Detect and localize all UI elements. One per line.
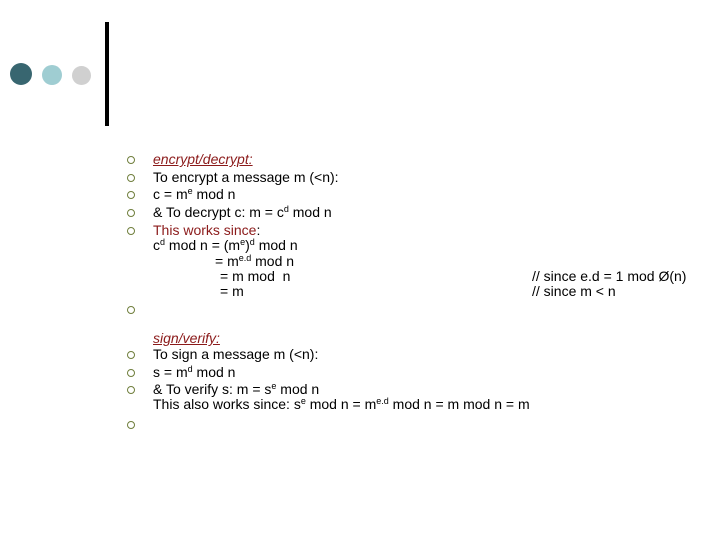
decor-dot-light bbox=[72, 66, 91, 85]
proof-step-3: = m mod n // since e.d = 1 mod Ø(n) bbox=[220, 268, 687, 284]
encrypt-heading: encrypt/decrypt: bbox=[153, 151, 253, 167]
decor-dot-dark bbox=[10, 63, 32, 85]
bullet-icon bbox=[127, 306, 135, 314]
bullet-icon bbox=[127, 209, 135, 217]
bullet-icon bbox=[127, 227, 135, 235]
encrypt-line: To encrypt a message m (<n): bbox=[153, 169, 339, 185]
bullet-icon bbox=[127, 156, 135, 164]
sign-proof: This also works since: $s^e$ mod $n = m^{e.d}$ mod n = m mod n = m bbox=[153, 396, 530, 412]
proof-step-2: = $m^{e.d}$ mod n bbox=[215, 253, 295, 269]
bullet-icon bbox=[127, 369, 135, 377]
proof-step-4: = m // since m < n bbox=[220, 283, 616, 299]
verify-formula: & To verify s: $m = s^e$ mod n bbox=[153, 381, 320, 397]
bullet-icon bbox=[127, 421, 135, 429]
bullet-icon bbox=[127, 191, 135, 199]
proof-intro: This works since: bbox=[153, 222, 261, 238]
proof-step-1: $c^d$ mod $n = (m^e)^d$ mod n bbox=[153, 237, 298, 253]
bullet-icon bbox=[127, 351, 135, 359]
decor-dot-mid bbox=[42, 65, 62, 85]
title-divider bbox=[105, 22, 109, 126]
bullet-icon bbox=[127, 386, 135, 394]
sign-formula: $s = m^d$ mod n bbox=[153, 364, 236, 380]
encrypt-formula: $c = m^e$ mod n bbox=[153, 186, 236, 202]
decrypt-formula: & To decrypt c: $m = c^d$ mod n bbox=[153, 204, 332, 220]
sign-line: To sign a message m (<n): bbox=[153, 346, 319, 362]
bullet-icon bbox=[127, 174, 135, 182]
sign-heading: sign/verify: bbox=[153, 330, 220, 346]
